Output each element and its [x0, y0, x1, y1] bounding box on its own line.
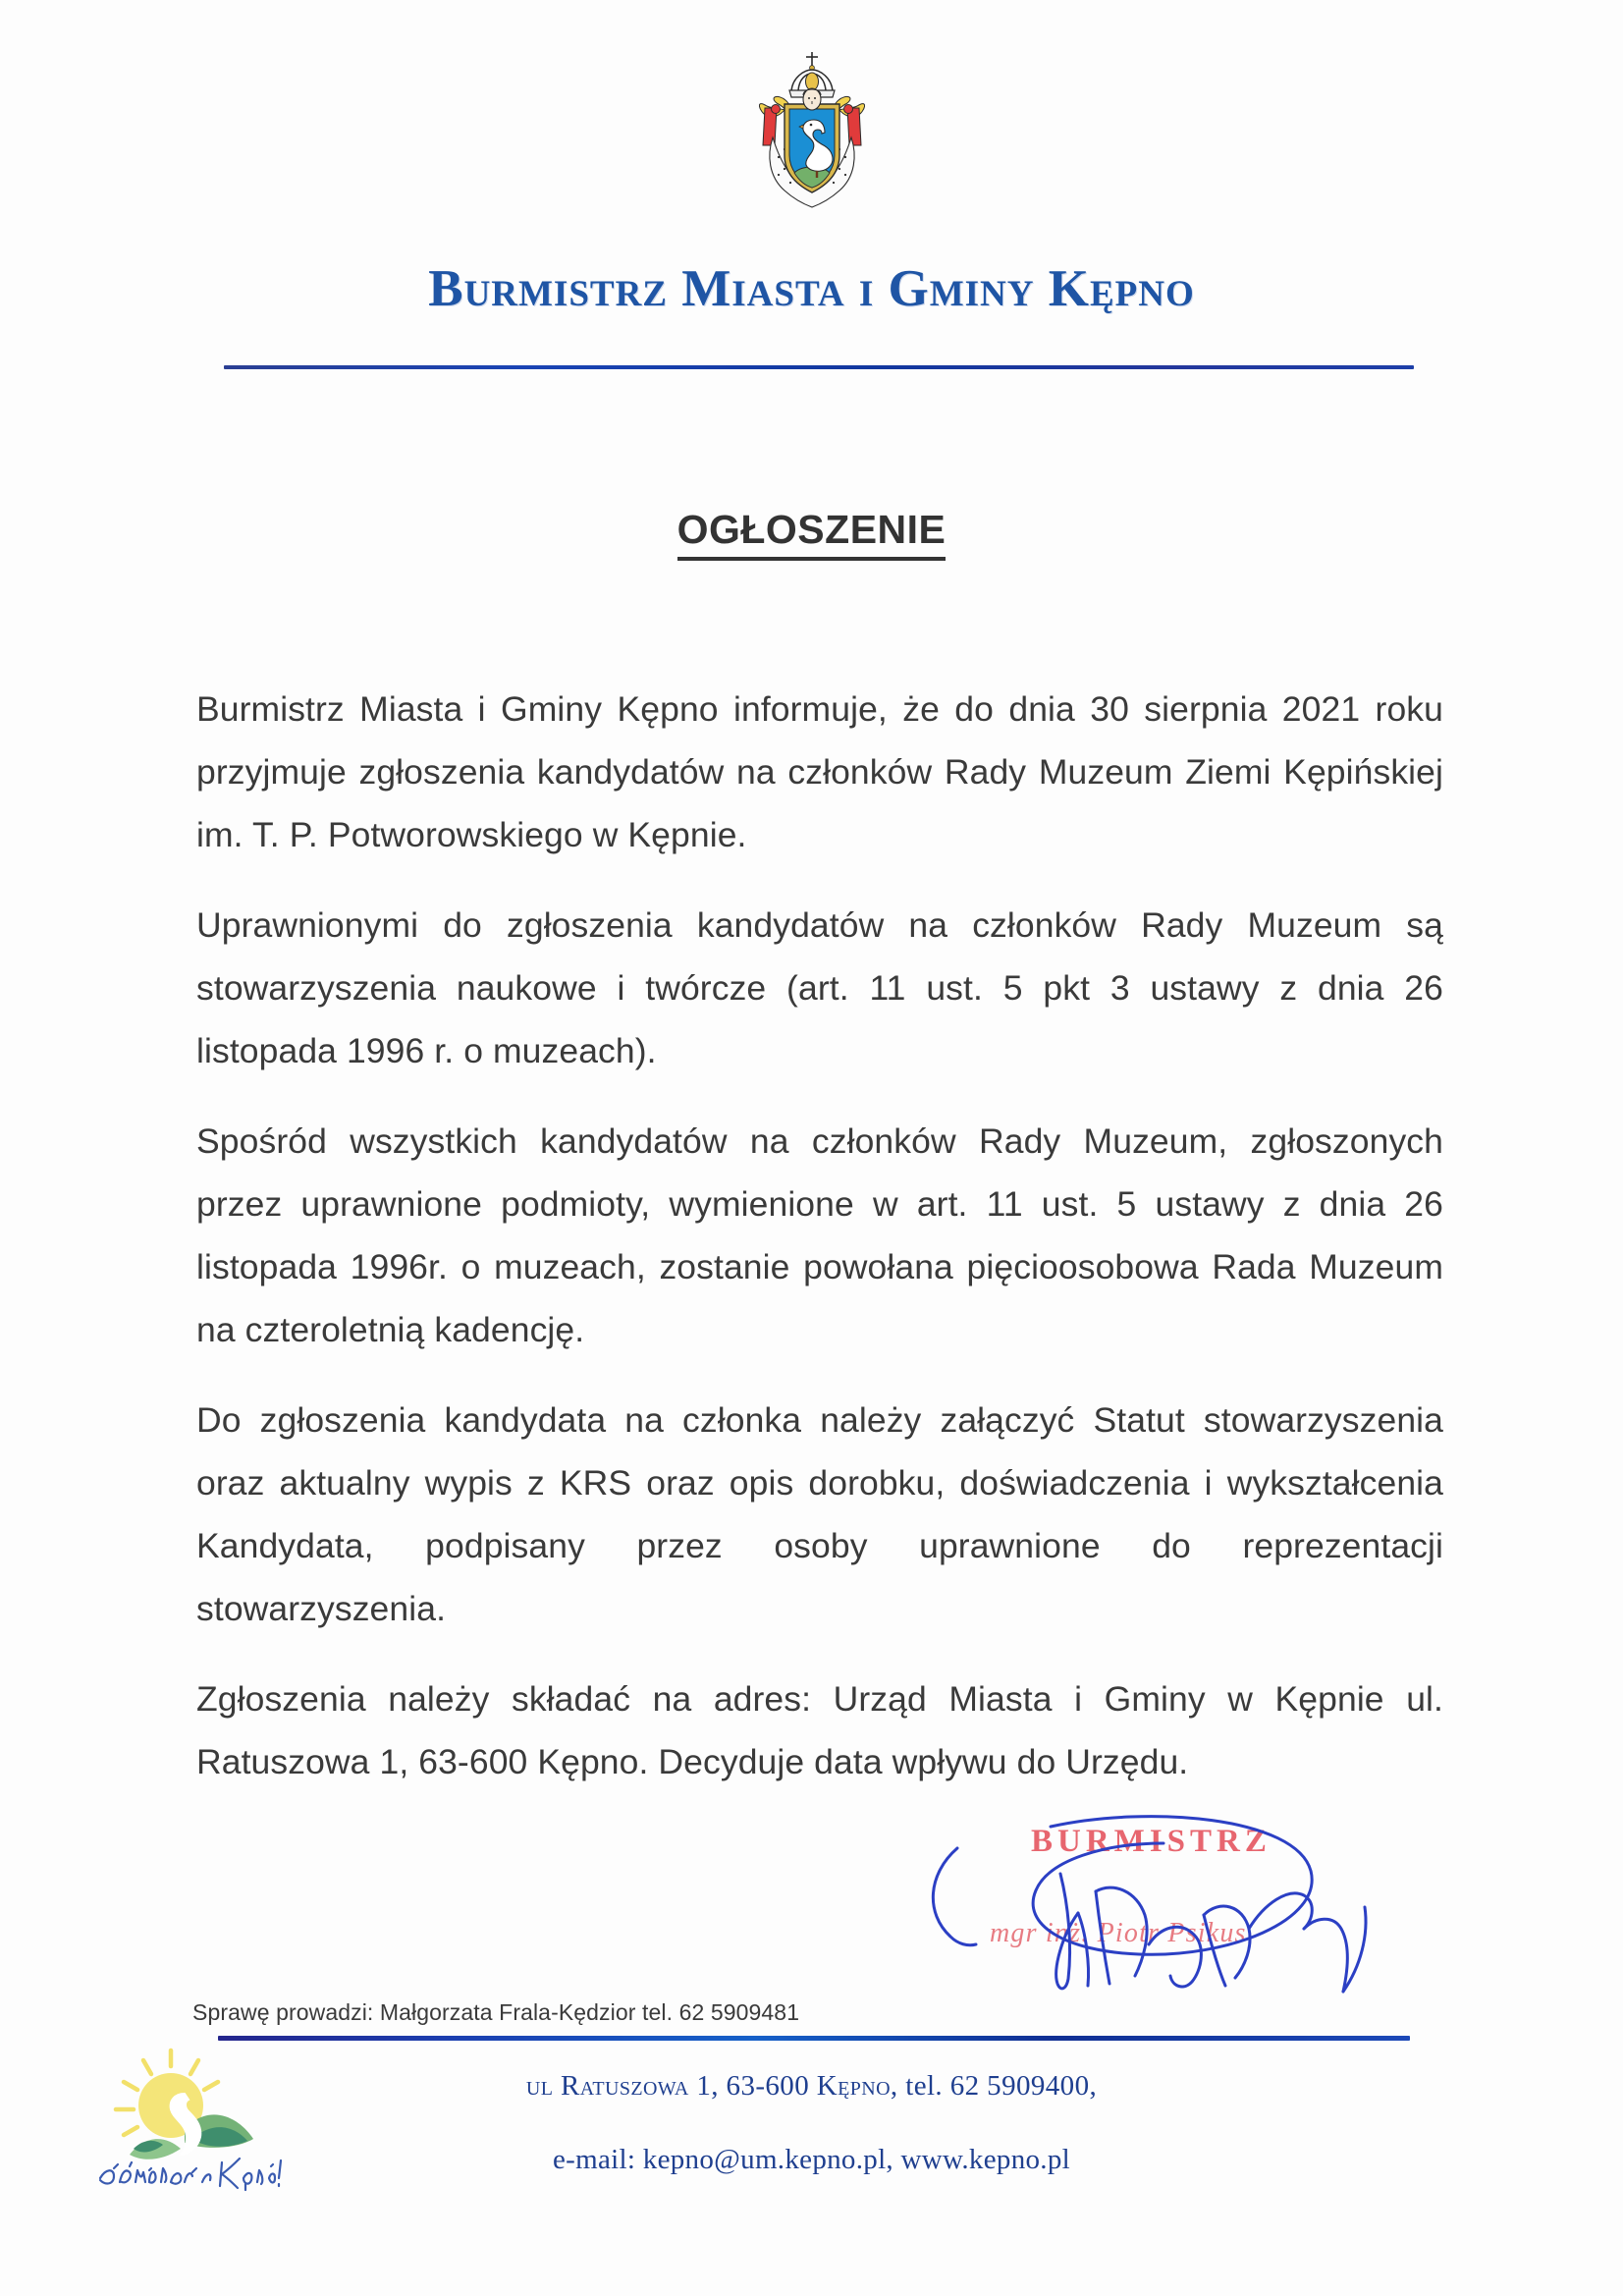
- footer-address: [0, 2070, 1623, 2103]
- kepno-coat-of-arms-icon: [733, 47, 891, 229]
- header-divider: [224, 365, 1414, 369]
- footer-divider: [218, 2036, 1410, 2041]
- stamp-name: mgr inż. Piotr Psikus: [990, 1918, 1247, 1948]
- footer-address-text: ul Ratuszowa 1, 63-600 Kępno,: [525, 2070, 906, 2102]
- case-officer-note: Sprawę prowadzi: Małgorzata Frala-Kędzior tel. 62 5909481: [192, 1999, 800, 2025]
- paragraph: Burmistrz Miasta i Gminy Kępno informuje, że do dnia 30 sierpnia 2021 roku przyjmuje zgłoszenia kandydatów na członków Rady Muzeum Ziemi Kępińskiej im. T. P. Potworowskiego w Kępnie.: [196, 689, 1443, 854]
- footer-phone-text: tel. 62 5909400,: [905, 2070, 1098, 2102]
- document-heading-text: OGŁOSZENIE: [677, 507, 947, 561]
- page-title: Burmistrz Miasta i Gminy Kępno: [428, 260, 1195, 317]
- document-body: [196, 678, 1443, 1793]
- document-heading: [0, 507, 1623, 553]
- paragraph: Spośród wszystkich kandydatów na członków Rady Muzeum, zgłoszonych przez uprawnione podmioty, wymienione w art. 11 ust. 5 ustawy z dnia 26 listopada 1996r. o muzeach, zostanie powołana pięcioosobowa Rada Muzeum na czteroletnią kadencję.: [196, 1121, 1443, 1349]
- stamp-title: BURMISTRZ: [1031, 1824, 1271, 1859]
- handwritten-signature-icon: [903, 1797, 1414, 2003]
- footer-contact: [0, 2070, 1623, 2176]
- paragraph: Uprawnionymi do zgłoszenia kandydatów na członków Rady Muzeum są stowarzyszenia naukowe i twórcze (art. 11 ust. 5 pkt 3 ustawy z dnia 26 listopada 1996 r. o muzeach).: [196, 905, 1443, 1070]
- paragraph: Zgłoszenia należy składać na adres: Urząd Miasta i Gminy w Kępnie ul. Ratuszowa 1, 63-600 Kępno. Decyduje data wpływu do Urzędu.: [196, 1679, 1443, 1781]
- footer-email-web: e-mail: kepno@um.kepno.pl, www.kepno.pl: [552, 2144, 1071, 2175]
- crest-container: [0, 47, 1623, 229]
- paragraph: Do zgłoszenia kandydata na członka należy załączyć Statut stowarzyszenia oraz aktualny wypis z KRS oraz opis dorobku, doświadczenia i wykształcenia Kandydata, podpisany przez osoby uprawnione do reprezentacji stowarzyszenia.: [196, 1400, 1443, 1628]
- signature-block: [913, 1802, 1424, 1998]
